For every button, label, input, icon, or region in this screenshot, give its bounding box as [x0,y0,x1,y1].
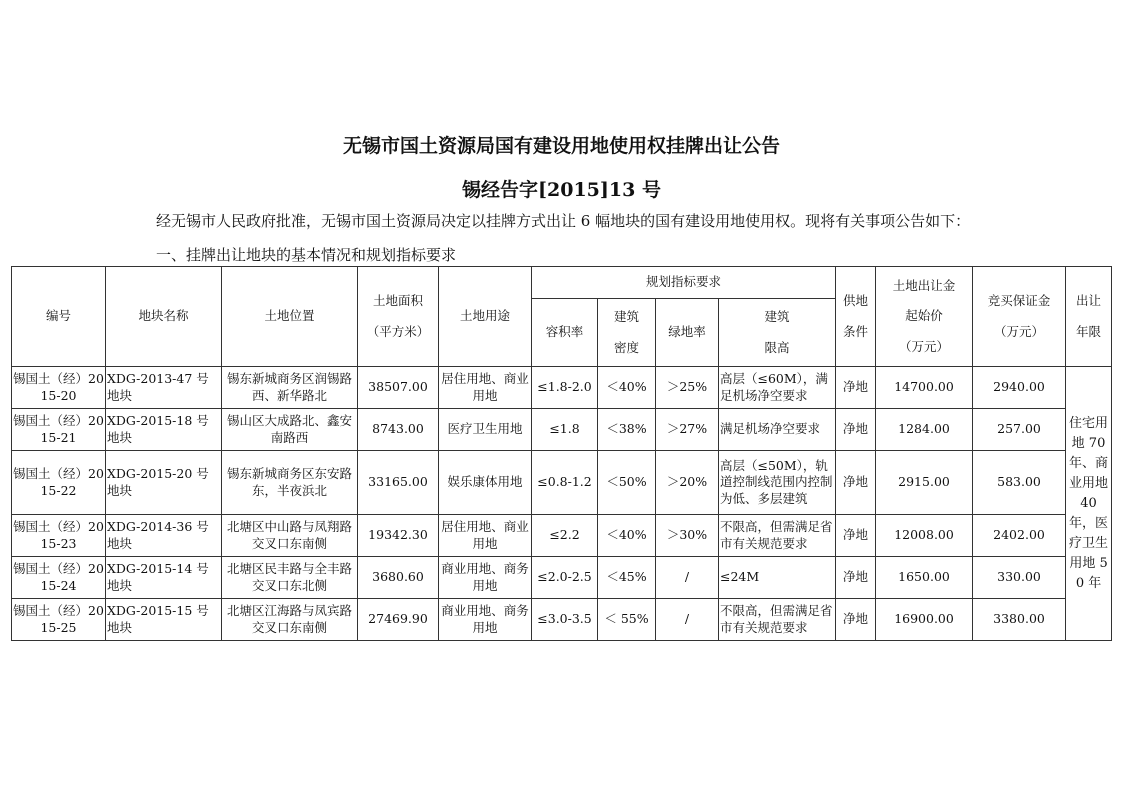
cell-id: 锡国土（经）2015-23 [12,515,106,557]
header-green: 绿地率 [656,299,719,367]
cell-id: 锡国土（经）2015-25 [12,599,106,641]
cell-name: XDG-2015-20 号地块 [106,451,222,515]
cell-density: ＜38% [598,409,656,451]
cell-green: ＞20% [656,451,719,515]
cell-green: / [656,557,719,599]
table-row [12,451,1112,515]
header-deposit [973,267,1066,367]
cell-far: ≤0.8-1.2 [532,451,598,515]
cell-area: 19342.30 [358,515,439,557]
cell-far: ≤3.0-3.5 [532,599,598,641]
cell-location: 锡山区大成路北、鑫安南路西 [222,409,358,451]
cell-name: XDG-2014-36 号地块 [106,515,222,557]
header-deposit-line1: 竞买保证金 [987,293,1051,308]
header-height-line1: 建筑 [764,309,790,324]
cell-deposit: 2940.00 [973,367,1066,409]
header-supply [836,267,876,367]
cell-use: 商业用地、商务用地 [439,599,532,641]
cell-price: 1650.00 [876,557,973,599]
cell-location: 锡东新城商务区润锡路西、新华路北 [222,367,358,409]
section-heading: 一、挂牌出让地块的基本情况和规划指标要求 [156,246,457,264]
header-planning-group: 规划指标要求 [532,267,836,299]
cell-deposit: 330.00 [973,557,1066,599]
header-term-line2: 年限 [1076,323,1102,339]
header-price-line3: （万元） [899,338,950,354]
cell-location: 北塘区中山路与凤翔路交叉口东南侧 [222,515,358,557]
cell-height: 不限高，但需满足省市有关规范要求 [719,599,836,641]
cell-location: 锡东新城商务区东安路东，半夜浜北 [222,451,358,515]
cell-area: 38507.00 [358,367,439,409]
header-far: 容积率 [532,299,598,367]
cell-supply: 净地 [836,515,876,557]
table-row [12,409,1112,451]
header-density [598,299,656,367]
cell-supply: 净地 [836,451,876,515]
cell-area: 27469.90 [358,599,439,641]
table-row [12,557,1112,599]
cell-deposit: 2402.00 [973,515,1066,557]
header-density-line2: 密度 [613,339,639,355]
document-title: 无锡市国土资源局国有建设用地使用权挂牌出让公告 [342,135,780,157]
cell-deposit: 583.00 [973,451,1066,515]
cell-id: 锡国土（经）2015-20 [12,367,106,409]
cell-green: ＞30% [656,515,719,557]
header-area [358,267,439,367]
cell-use: 医疗卫生用地 [439,409,532,451]
cell-price: 2915.00 [876,451,973,515]
cell-density: ＜40% [598,367,656,409]
cell-price: 12008.00 [876,515,973,557]
header-height-line2: 限高 [764,339,790,355]
cell-location: 北塘区民丰路与全丰路交叉口东北侧 [222,557,358,599]
cell-use: 娱乐康体用地 [439,451,532,515]
cell-location: 北塘区江海路与凤宾路交叉口东南侧 [222,599,358,641]
cell-name: XDG-2015-14 号地块 [106,557,222,599]
header-supply-line1: 供地 [843,293,869,308]
header-area-line1: 土地面积 [372,293,423,308]
cell-green: ＞25% [656,367,719,409]
header-term-line1: 出让 [1076,293,1102,308]
cell-height: 高层（≤60M），满足机场净空要求 [719,367,836,409]
intro-paragraph: 经无锡市人民政府批准，无锡市国土资源局决定以挂牌方式出让 6 幅地块的国有建设用地使用权。现将有关事项公告如下： [156,212,971,230]
cell-density: ＜50% [598,451,656,515]
cell-price: 16900.00 [876,599,973,641]
header-use: 土地用途 [439,267,532,367]
cell-id: 锡国土（经）2015-22 [12,451,106,515]
cell-name: XDG-2015-15 号地块 [106,599,222,641]
cell-supply: 净地 [836,599,876,641]
table-row [12,367,1112,409]
cell-price: 14700.00 [876,367,973,409]
cell-name: XDG-2015-18 号地块 [106,409,222,451]
header-location: 土地位置 [222,267,358,367]
cell-area: 3680.60 [358,557,439,599]
cell-id: 锡国土（经）2015-21 [12,409,106,451]
cell-area: 8743.00 [358,409,439,451]
header-price [876,267,973,367]
document-number: 锡经告字[2015]13 号 [462,179,661,201]
cell-id: 锡国土（经）2015-24 [12,557,106,599]
cell-height: 不限高，但需满足省市有关规范要求 [719,515,836,557]
cell-use: 居住用地、商业用地 [439,367,532,409]
cell-supply: 净地 [836,557,876,599]
table-row [12,599,1112,641]
header-name: 地块名称 [106,267,222,367]
header-supply-line2: 条件 [843,323,869,339]
header-id: 编号 [12,267,106,367]
header-density-line1: 建筑 [613,309,639,324]
header-price-line1: 土地出让金 [892,277,956,293]
cell-height: 满足机场净空要求 [719,409,836,451]
header-term [1066,267,1112,367]
cell-name: XDG-2013-47 号地块 [106,367,222,409]
header-area-line2: （平方米） [366,323,430,339]
cell-far: ≤2.2 [532,515,598,557]
cell-supply: 净地 [836,367,876,409]
header-height [719,299,836,367]
cell-supply: 净地 [836,409,876,451]
table-row [12,515,1112,557]
cell-height: 高层（≤50M），轨道控制线范围内控制为低、多层建筑 [719,451,836,515]
header-price-line2: 起始价 [905,308,943,324]
cell-use: 居住用地、商业用地 [439,515,532,557]
cell-area: 33165.00 [358,451,439,515]
header-row-1 [12,267,1112,299]
cell-density: ＜ 55% [598,599,656,641]
header-deposit-line2: （万元） [994,323,1045,339]
cell-density: ＜45% [598,557,656,599]
cell-deposit: 257.00 [973,409,1066,451]
cell-density: ＜40% [598,515,656,557]
cell-term-note: 住宅用地 70 年、商业用地 40 年，医疗卫生用地 50 年 [1066,367,1112,641]
cell-height: ≤24M [719,557,836,599]
cell-green: ＞27% [656,409,719,451]
land-parcel-table [11,266,1112,641]
cell-deposit: 3380.00 [973,599,1066,641]
cell-use: 商业用地、商务用地 [439,557,532,599]
cell-green: / [656,599,719,641]
cell-far: ≤1.8 [532,409,598,451]
cell-far: ≤1.8-2.0 [532,367,598,409]
cell-far: ≤2.0-2.5 [532,557,598,599]
cell-price: 1284.00 [876,409,973,451]
